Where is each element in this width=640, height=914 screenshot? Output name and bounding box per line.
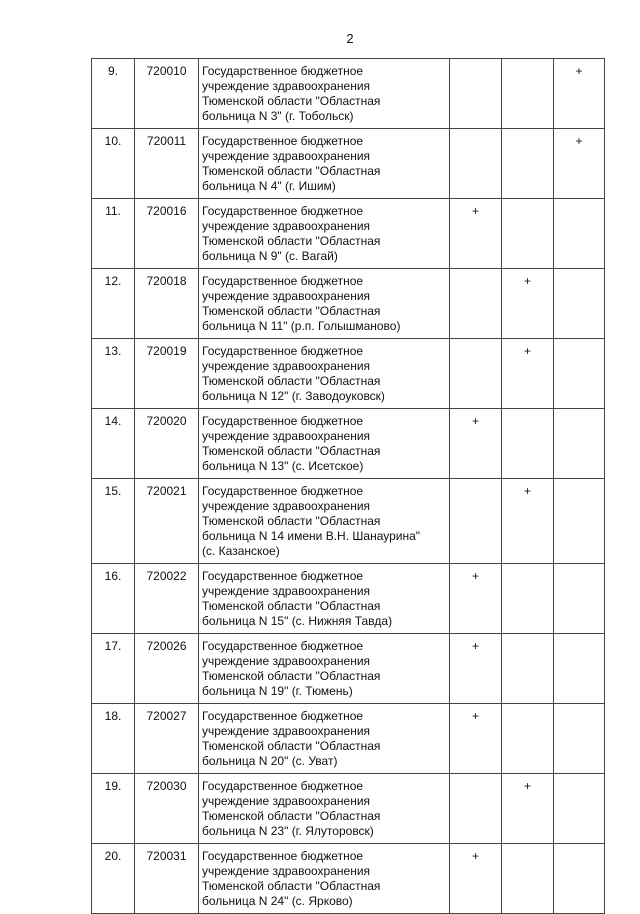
organization-name-line: учреждение здравоохранения (202, 219, 371, 233)
organization-name-line: Государственное бюджетное (202, 414, 364, 428)
organization-name-line: учреждение здравоохранения (202, 499, 371, 513)
mark-cell-2 (502, 199, 554, 269)
organization-name-line: больница N 23" (г. Ялуторовск) (202, 824, 374, 838)
organization-name (199, 129, 450, 199)
mark-cell-3: + (554, 129, 605, 199)
organization-name-line: больница N 4" (г. Ишим) (202, 179, 336, 193)
organization-name-line: Тюменской области "Областная (202, 234, 381, 248)
organization-name-line: учреждение здравоохранения (202, 794, 371, 808)
organization-name-line: Государственное бюджетное (202, 64, 364, 78)
organization-name-line: Тюменской области "Областная (202, 879, 381, 893)
mark-cell-2 (502, 59, 554, 129)
organization-name-line: Государственное бюджетное (202, 779, 364, 793)
organization-name-line: Государственное бюджетное (202, 484, 364, 498)
mark-cell-3 (554, 479, 605, 564)
mark-cell-1 (450, 129, 502, 199)
mark-cell-1: + (450, 704, 502, 774)
organization-name-line: Государственное бюджетное (202, 204, 364, 218)
organization-name (199, 199, 450, 269)
table-row (92, 129, 605, 199)
mark-cell-1: + (450, 634, 502, 704)
table-row (92, 409, 605, 479)
row-number: 17. (92, 634, 135, 704)
organization-name-line: учреждение здравоохранения (202, 429, 371, 443)
registry-code: 720011 (135, 129, 199, 199)
mark-cell-2 (502, 634, 554, 704)
table-row (92, 774, 605, 844)
mark-cell-1: + (450, 409, 502, 479)
mark-cell-2: + (502, 774, 554, 844)
organization-name-line: больница N 20" (с. Уват) (202, 754, 338, 768)
table-row (92, 59, 605, 129)
mark-cell-3 (554, 339, 605, 409)
mark-cell-2 (502, 409, 554, 479)
organization-name-line: больница N 12" (г. Заводоуковск) (202, 389, 385, 403)
row-number: 15. (92, 479, 135, 564)
organization-name-line: Тюменской области "Областная (202, 669, 381, 683)
organization-name (199, 844, 450, 914)
organization-name-line: учреждение здравоохранения (202, 584, 371, 598)
organization-name-line: Тюменской области "Областная (202, 374, 381, 388)
organization-name-line: учреждение здравоохранения (202, 654, 371, 668)
mark-cell-3 (554, 704, 605, 774)
registry-code: 720022 (135, 564, 199, 634)
table-body (92, 59, 605, 914)
organization-name-line: Государственное бюджетное (202, 344, 364, 358)
organization-name-line: Тюменской области "Областная (202, 444, 381, 458)
registry-code: 720019 (135, 339, 199, 409)
organization-name-line: Тюменской области "Областная (202, 304, 381, 318)
table-row (92, 844, 605, 914)
organization-name-line: больница N 9" (с. Вагай) (202, 249, 338, 263)
organization-name-line: больница N 14 имени В.Н. Шанаурина" (202, 529, 421, 543)
registry-code: 720031 (135, 844, 199, 914)
registry-code: 720018 (135, 269, 199, 339)
row-number: 16. (92, 564, 135, 634)
registry-code: 720016 (135, 199, 199, 269)
mark-cell-1 (450, 339, 502, 409)
mark-cell-1: + (450, 844, 502, 914)
table-row (92, 479, 605, 564)
mark-cell-3 (554, 564, 605, 634)
row-number: 18. (92, 704, 135, 774)
organization-name-line: Тюменской области "Областная (202, 164, 381, 178)
organization-name-line: больница N 15" (с. Нижняя Тавда) (202, 614, 393, 628)
mark-cell-1 (450, 774, 502, 844)
row-number: 19. (92, 774, 135, 844)
organization-name-line: Государственное бюджетное (202, 569, 364, 583)
organization-name (199, 704, 450, 774)
organization-name (199, 339, 450, 409)
organization-name-line: Государственное бюджетное (202, 709, 364, 723)
hospital-registry-table (91, 58, 605, 914)
row-number: 14. (92, 409, 135, 479)
row-number: 10. (92, 129, 135, 199)
organization-name-line: Государственное бюджетное (202, 134, 364, 148)
organization-name-line: больница N 24" (с. Ярково) (202, 894, 353, 908)
table-row (92, 634, 605, 704)
mark-cell-3 (554, 774, 605, 844)
mark-cell-2: + (502, 269, 554, 339)
organization-name-line: учреждение здравоохранения (202, 149, 371, 163)
registry-code: 720020 (135, 409, 199, 479)
mark-cell-2 (502, 564, 554, 634)
organization-name-line: Государственное бюджетное (202, 849, 364, 863)
row-number: 9. (92, 59, 135, 129)
organization-name-line: учреждение здравоохранения (202, 724, 371, 738)
mark-cell-3 (554, 269, 605, 339)
mark-cell-2 (502, 704, 554, 774)
mark-cell-3 (554, 199, 605, 269)
mark-cell-1 (450, 479, 502, 564)
organization-name-line: Тюменской области "Областная (202, 809, 381, 823)
registry-code: 720030 (135, 774, 199, 844)
mark-cell-2 (502, 844, 554, 914)
table-row (92, 704, 605, 774)
organization-name-line: больница N 13" (с. Исетское) (202, 459, 364, 473)
organization-name-line: учреждение здравоохранения (202, 864, 371, 878)
mark-cell-1 (450, 59, 502, 129)
mark-cell-1 (450, 269, 502, 339)
organization-name (199, 59, 450, 129)
organization-name (199, 409, 450, 479)
organization-name-line: Государственное бюджетное (202, 639, 364, 653)
mark-cell-3: + (554, 59, 605, 129)
organization-name (199, 634, 450, 704)
mark-cell-1: + (450, 564, 502, 634)
organization-name-line: Государственное бюджетное (202, 274, 364, 288)
mark-cell-3 (554, 844, 605, 914)
table-row (92, 269, 605, 339)
organization-name-line: Тюменской области "Областная (202, 94, 381, 108)
organization-name-line: Тюменской области "Областная (202, 514, 381, 528)
organization-name-line: больница N 19" (г. Тюмень) (202, 684, 353, 698)
mark-cell-3 (554, 409, 605, 479)
registry-code: 720027 (135, 704, 199, 774)
organization-name-line: (с. Казанское) (202, 544, 280, 558)
mark-cell-2: + (502, 339, 554, 409)
registry-code: 720026 (135, 634, 199, 704)
mark-cell-2: + (502, 479, 554, 564)
row-number: 12. (92, 269, 135, 339)
registry-code: 720010 (135, 59, 199, 129)
row-number: 13. (92, 339, 135, 409)
table-row (92, 199, 605, 269)
organization-name (199, 564, 450, 634)
organization-name-line: больница N 11" (р.п. Голышманово) (202, 319, 401, 333)
organization-name (199, 774, 450, 844)
organization-name (199, 479, 450, 564)
organization-name-line: учреждение здравоохранения (202, 79, 371, 93)
page-number: 2 (346, 31, 354, 46)
row-number: 11. (92, 199, 135, 269)
registry-code: 720021 (135, 479, 199, 564)
organization-name-line: Тюменской области "Областная (202, 599, 381, 613)
mark-cell-3 (554, 634, 605, 704)
organization-name (199, 269, 450, 339)
table-row (92, 564, 605, 634)
row-number: 20. (92, 844, 135, 914)
table-row (92, 339, 605, 409)
mark-cell-1: + (450, 199, 502, 269)
organization-name-line: больница N 3" (г. Тобольск) (202, 109, 354, 123)
organization-name-line: учреждение здравоохранения (202, 359, 371, 373)
mark-cell-2 (502, 129, 554, 199)
organization-name-line: Тюменской области "Областная (202, 739, 381, 753)
organization-name-line: учреждение здравоохранения (202, 289, 371, 303)
